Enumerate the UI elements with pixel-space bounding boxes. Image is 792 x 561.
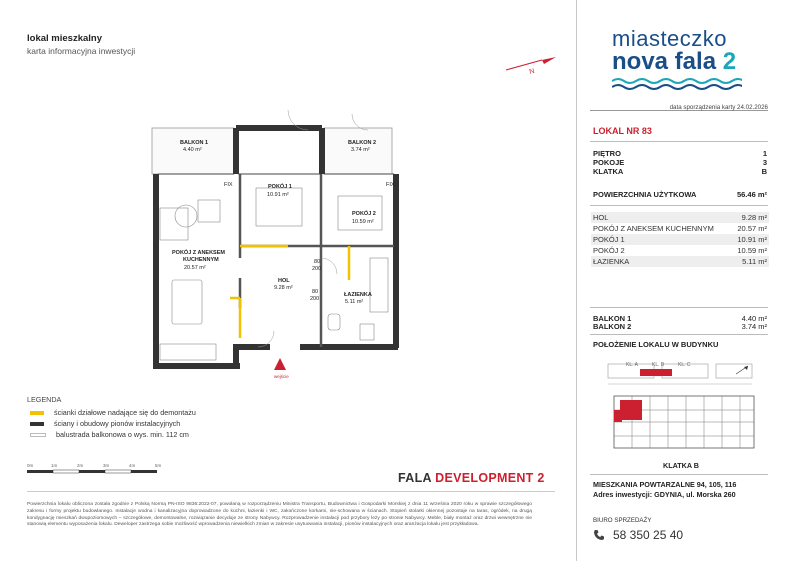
- developer-logo: [398, 471, 545, 485]
- balcony-area: 3.74 m²: [741, 322, 767, 331]
- room-name: HOL: [593, 212, 609, 222]
- room-row: [591, 245, 769, 256]
- fp-pokoj2-name: POKÓJ 2: [352, 211, 376, 217]
- staircase-value: B: [761, 167, 767, 176]
- fp-hol-area: 9.28 m²: [274, 285, 293, 291]
- waves-icon: [612, 77, 742, 91]
- entrance-arrow-icon: [274, 358, 286, 370]
- rooms-rule: [590, 205, 768, 206]
- unit-rule: [590, 141, 768, 142]
- balcony-name: BALKON 1: [593, 314, 632, 323]
- fp-lazienka-name: ŁAZIENKA: [344, 292, 372, 298]
- project-address-label: Adres inwestycji:: [593, 490, 653, 499]
- project-rule: [590, 474, 768, 475]
- staircase-row: [593, 167, 767, 176]
- office-label: BIURO SPRZEDAŻY: [593, 517, 652, 524]
- logo-number: 2: [722, 48, 737, 75]
- fp-pokoj1-name: POKÓJ 1: [268, 184, 292, 190]
- room-area: 5.11 m²: [742, 256, 767, 266]
- fp-pokoj1-area: 10.91 m²: [267, 192, 289, 198]
- scale-label: 0m: [27, 463, 34, 468]
- fp-living-name1: POKÓJ Z ANEKSEM: [172, 250, 225, 256]
- logo-line2: [612, 48, 736, 76]
- logo-name: nova fala: [612, 48, 717, 75]
- room-area: 20.57 m²: [737, 223, 767, 233]
- scale-bar: [27, 462, 177, 480]
- building-position-map: [600, 356, 760, 452]
- project-address-value: GDYNIA, ul. Morska 260: [654, 490, 736, 499]
- floor-plan: [138, 108, 428, 388]
- balcony-rule: [590, 307, 768, 308]
- legend-swatch: [30, 411, 44, 415]
- fp-door-height: 200: [312, 266, 322, 272]
- legend-swatch: [30, 433, 46, 437]
- footer-rule: [27, 491, 555, 492]
- fp-pokoj2-area: 10.59 m²: [352, 219, 374, 225]
- room-area: 9.28 m²: [741, 212, 767, 222]
- developer-name: FALA: [398, 471, 432, 485]
- usable-area-value: 56.46 m²: [736, 190, 767, 199]
- scale-label: 1m: [51, 463, 58, 468]
- room-area: 10.91 m²: [737, 234, 767, 244]
- kl-a-label: KL. A: [626, 362, 638, 368]
- column-divider: [576, 0, 577, 561]
- scale-label: 4m: [129, 463, 136, 468]
- legend-item: [30, 408, 196, 417]
- room-row: [591, 234, 769, 245]
- fp-door-width: 80: [314, 259, 321, 265]
- developer-name2: DEVELOPMENT: [435, 471, 534, 485]
- fp-door-width: 80: [312, 289, 319, 295]
- project-address: [593, 490, 736, 499]
- card-date: data sporządzenia karty 24.02.2026: [669, 104, 768, 111]
- room-name: POKÓJ Z ANEKSEM KUCHENNYM: [593, 223, 714, 233]
- entrance-label: wejście: [274, 374, 289, 379]
- floor-value: 1: [762, 149, 767, 158]
- fp-door-height: 200: [310, 296, 320, 302]
- logo-line1: miasteczko: [612, 26, 728, 51]
- fp-balkon1-area: 4.40 m²: [183, 147, 202, 153]
- room-row: [591, 256, 769, 267]
- kl-b-label: KL. B: [652, 362, 665, 368]
- legend-text: ścianki działowe nadające się do demontażu: [54, 408, 196, 417]
- legend-item: [30, 419, 180, 428]
- fp-balkon2-area: 3.74 m²: [351, 147, 370, 153]
- room-row: [591, 212, 769, 223]
- north-arrow-icon: [500, 50, 560, 78]
- fp-balkon1-name: BALKON 1: [180, 140, 209, 146]
- developer-number: 2: [537, 471, 545, 485]
- rooms-count-value: 3: [762, 158, 767, 167]
- room-name: POKÓJ 1: [593, 234, 625, 244]
- klatka-caption: KLATKA B: [663, 461, 699, 470]
- fp-lazienka-area: 5.11 m²: [345, 299, 364, 305]
- office-phone-block: [593, 528, 683, 542]
- kl-c-label: KL. C: [678, 362, 691, 368]
- fp-living-area: 20.57 m²: [184, 265, 206, 271]
- legend-swatch: [30, 422, 44, 426]
- fp-living-name2: KUCHENNYM: [183, 257, 219, 263]
- disclaimer: Powierzchnia lokalu obliczona została zgodnie z Polską Normą PN-ISO 9836:2022-07, powołaną w rozporządzeniu Ministra Transportu, Budownictwa i Gospodarki Morskiej z dnia 11 września 2020 roku w sprawie szczegółowego zakresu i formy projektu budowlanego. Instalacje wodna i kanalizacyjna doprowadzone do kuchni, łazienki i WC, zakończone korkami, nie-schowana w ścianach. Stopień stolarki okiennej pozostaje na taras, ogródek, na drugą kondygnację mieszkań dwupoziomowych – szczegółowe, demontowalne, rozwiązanie decyduje ze strony Nabywcy. Rozprowadzenie instalacji pod przybory leży po stronie Nabywcy. Meble, biały montaż oraz drzwi wewnętrzne nie stanowią elementu wyposażenia lokalu. Deweloper zastrzega sobie możliwość wprowadzenia niewielkich zmian w zakresie usytuowania instalacji, pionów instalacyjnych oraz aranżacja lokalu jest przykładowa.: [27, 502, 532, 528]
- usable-area-row: [593, 190, 767, 199]
- rooms-count-label: POKOJE: [593, 158, 625, 167]
- floor-row: [593, 149, 767, 158]
- scale-label: 2m: [77, 463, 84, 468]
- staircase-label: KLATKA: [593, 167, 624, 176]
- position-title: POŁOŻENIE LOKALU W BUDYNKU: [593, 340, 719, 349]
- room-name: ŁAZIENKA: [593, 256, 630, 266]
- svg-text:N: N: [528, 67, 536, 76]
- rooms-count-row: [593, 158, 767, 167]
- position-rule: [590, 334, 768, 335]
- room-row: [591, 223, 769, 234]
- balcony-name: BALKON 2: [593, 322, 632, 331]
- office-phone[interactable]: 58 350 25 40: [613, 528, 684, 542]
- balcony-row: [593, 322, 767, 331]
- fp-fix-label: FIX: [224, 182, 233, 188]
- floor-label: PIĘTRO: [593, 149, 621, 158]
- project-line1: MIESZKANIA POWTARZALNE 94, 105, 116: [593, 480, 737, 489]
- scale-label: 3m: [103, 463, 110, 468]
- fp-hol-name: HOL: [278, 278, 290, 284]
- header-subtitle: karta informacyjna inwestycji: [27, 46, 136, 56]
- phone-icon: [593, 529, 605, 541]
- legend-title: LEGENDA: [27, 395, 62, 404]
- usable-area-label: POWIERZCHNIA UŻYTKOWA: [593, 190, 697, 199]
- scale-label: 5m: [155, 463, 162, 468]
- fp-balkon2-name: BALKON 2: [348, 140, 377, 146]
- header-title: lokal mieszkalny: [27, 33, 102, 44]
- legend-text: balustrada balkonowa o wys. min. 112 cm: [56, 430, 189, 439]
- legend-item: [30, 430, 189, 439]
- fp-fix-label: FIX: [386, 182, 395, 188]
- room-name: POKÓJ 2: [593, 245, 625, 255]
- room-area: 10.59 m²: [737, 245, 767, 255]
- balcony-area: 4.40 m²: [741, 314, 767, 323]
- unit-title: LOKAL NR 83: [593, 126, 652, 136]
- legend-text: ściany i obudowy pionów instalacyjnych: [54, 419, 181, 428]
